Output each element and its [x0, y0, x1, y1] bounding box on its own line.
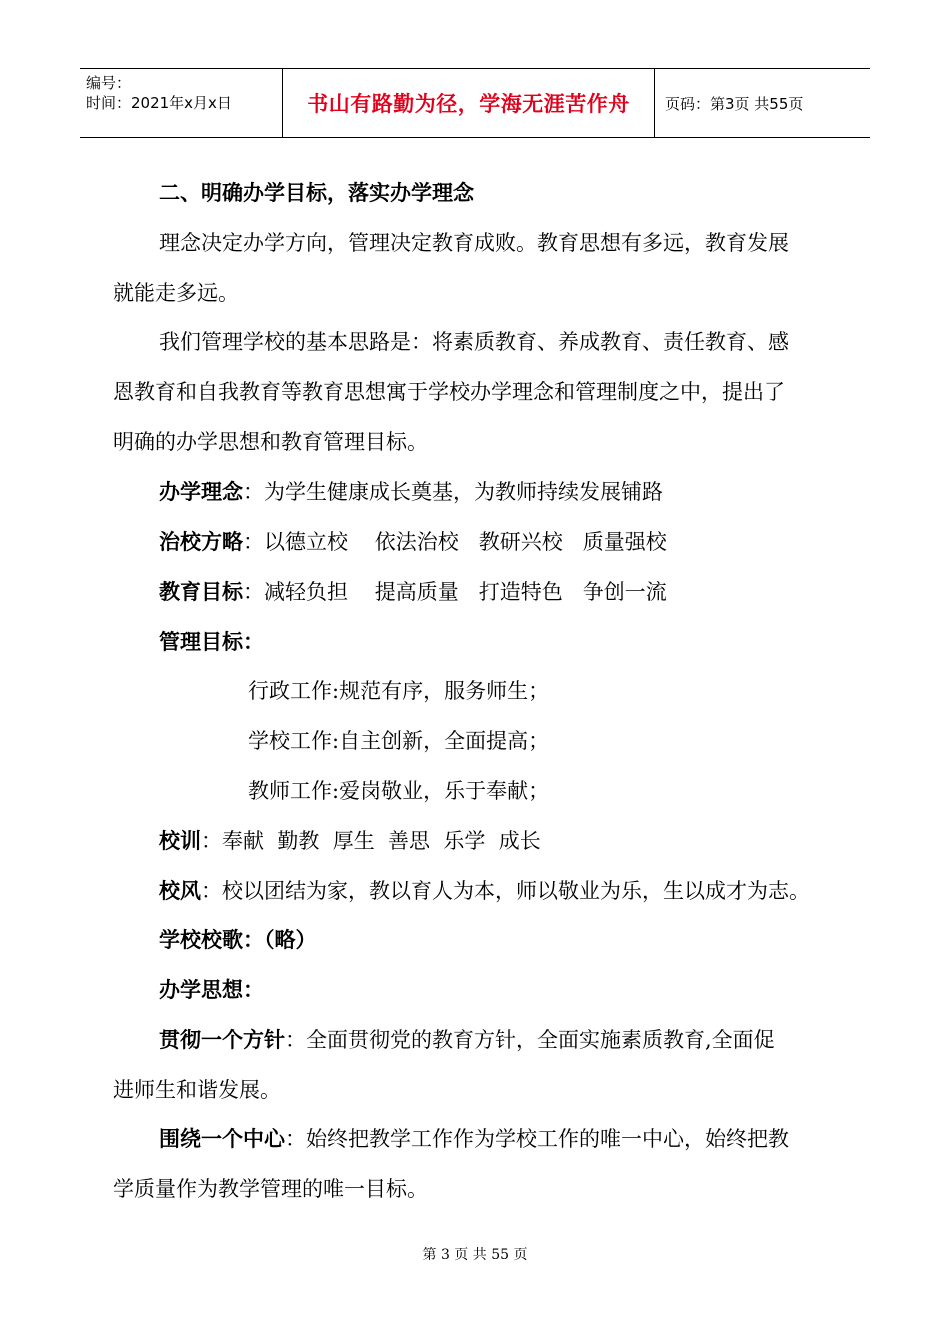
- management-line-1: 行政工作:规范有序，服务师生；: [248, 679, 550, 703]
- strategy-item: [159, 517, 889, 567]
- school-motto-text: ：奉献 勤教 厚生 善思 乐学 成长: [201, 829, 541, 853]
- center-text-line-1: ：始终把教学工作作为学校工作的唯一中心，始终把教: [285, 1127, 789, 1151]
- school-motto-item: [159, 816, 889, 866]
- management-line-2: 学校工作:自主创新，全面提高；: [248, 729, 550, 753]
- philosophy-item: [159, 467, 889, 517]
- page-header: [80, 68, 870, 138]
- education-goal-item: [159, 567, 889, 617]
- policy-text-line-2: 进师生和谐发展。: [113, 1078, 281, 1102]
- education-goal-label: 教育目标: [159, 579, 243, 604]
- policy-label: 贯彻一个方针: [159, 1027, 285, 1052]
- page-footer: 第 3 页 共 55 页: [422, 1247, 528, 1263]
- school-style-item: [159, 866, 889, 916]
- time-label: 时间：2021年x月x日: [86, 94, 232, 112]
- education-goal-text: ：减轻负担 提高质量 打造特色 争创一流: [243, 580, 667, 604]
- school-style-text: ：校以团结为家，教以育人为本，师以敬业为乐，生以成才为志。: [201, 879, 810, 903]
- policy-text-line-1: ：全面贯彻党的教育方针，全面实施素质教育,全面促: [285, 1028, 775, 1052]
- center-item: [159, 1114, 889, 1164]
- school-style-label: 校风: [159, 878, 201, 903]
- center-label: 围绕一个中心: [159, 1126, 285, 1151]
- school-motto-label: 校训: [159, 828, 201, 853]
- paragraph-2-line-2: 恩教育和自我教育等教育思想寓于学校办学理念和管理制度之中，提出了: [113, 380, 785, 404]
- policy-item: [159, 1015, 889, 1065]
- paragraph-1-line-2: 就能走多远。: [113, 281, 239, 305]
- paragraph-1-line-1: 理念决定办学方向，管理决定教育成败。教育思想有多远，教育发展: [159, 231, 789, 255]
- number-label: 编号：: [86, 74, 132, 92]
- header-page-info: 页码：第3页 共55页: [665, 94, 804, 113]
- management-goal-label: 管理目标：: [159, 629, 264, 654]
- center-text-line-2: 学质量作为教学管理的唯一目标。: [113, 1177, 428, 1201]
- strategy-text: ：以德立校 依法治校 教研兴校 质量强校: [243, 530, 667, 554]
- philosophy-label: 办学理念: [159, 479, 243, 504]
- section-heading: 二、明确办学目标，落实办学理念: [159, 180, 474, 205]
- paragraph-2-line-3: 明确的办学思想和教育管理目标。: [113, 430, 428, 454]
- school-thought-label: 办学思想：: [159, 977, 264, 1002]
- header-meta: [80, 69, 282, 137]
- paragraph-2-line-1: 我们管理学校的基本思路是：将素质教育、养成教育、责任教育、感: [159, 330, 789, 354]
- header-motto: 书山有路勤为径，学海无涯苦作舟: [307, 91, 630, 116]
- strategy-label: 治校方略: [159, 529, 243, 554]
- school-song: 学校校歌：（略）: [159, 927, 317, 952]
- header-motto-cell: [282, 69, 655, 137]
- management-line-3: 教师工作:爱岗敬业，乐于奉献；: [248, 779, 550, 803]
- philosophy-text: ：为学生健康成长奠基，为教师持续发展铺路: [243, 480, 663, 504]
